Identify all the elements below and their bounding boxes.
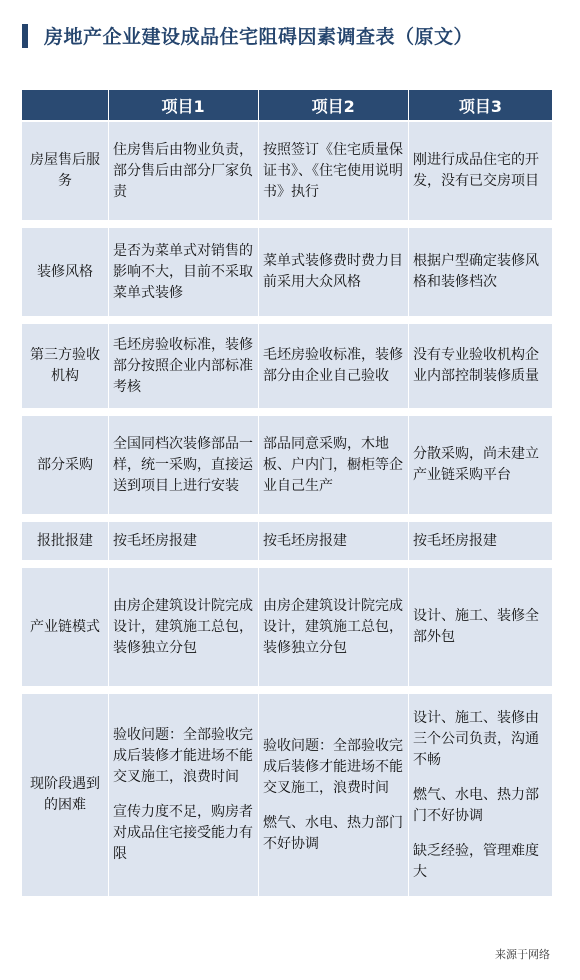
table-body [22,122,552,904]
header-project-1: 项目1 [108,90,258,120]
cell-text: 缺乏经验，管理难度大 [413,842,539,880]
cell-text: 部品同意采购，木地板、户内门，橱柜等企业自己生产 [263,435,403,494]
cell-text: 是否为菜单式对销售的影响不大，目前不采取菜单式装修 [113,242,253,301]
cell-text: 毛坯房验收标准，装修部分按照企业内部标准考核 [113,336,253,395]
table-row [22,324,552,416]
cell-text: 验收问题：全部验收完成后装修才能进场不能交叉施工，浪费时间 [113,727,253,785]
table-row [22,228,552,324]
cell-text: 燃气、水电、热力部门不好协调 [413,786,539,824]
row-label: 部分采购 [37,456,93,473]
table-cell-project-1 [108,694,258,896]
header-project-3: 项目3 [408,90,552,120]
table-cell-project-2 [258,568,408,686]
row-label: 现阶段遇到的困难 [30,776,100,813]
cell-text: 刚进行成品住宅的开发，没有已交房项目 [413,152,539,189]
table-cell-project-3 [408,522,552,560]
cell-text: 分散采购，尚未建立产业链采购平台 [413,446,539,483]
cell-text: 由房企建筑设计院完成设计，建筑施工总包，装修独立分包 [113,597,253,656]
table-cell-project-3 [408,416,552,514]
header-corner [22,90,108,120]
table-cell-project-2 [258,324,408,408]
table-cell-project-2 [258,522,408,560]
cell-text: 设计、施工、装修由三个公司负责，沟通不畅 [413,709,539,768]
table-cell-project-1 [108,122,258,220]
table-cell-project-2 [258,228,408,316]
table-cell-project-1 [108,522,258,560]
row-label: 装修风格 [37,263,93,280]
source-note: 来源于网络 [495,948,550,961]
row-label: 房屋售后服务 [30,152,100,189]
cell-text: 菜单式装修费时费力目前采用大众风格 [263,253,403,290]
table-cell-project-3 [408,228,552,316]
table-cell-project-3 [408,694,552,896]
table-cell-project-3 [408,324,552,408]
table-cell-project-3 [408,122,552,220]
cell-text: 按毛坯房报建 [113,532,197,549]
cell-text: 验收问题：全部验收完成后装修才能进场不能交叉施工，浪费时间 [263,737,403,796]
cell-text: 按毛坯房报建 [413,532,497,549]
table-row [22,122,552,228]
row-label: 第三方验收机构 [30,347,100,384]
table-cell-project-2 [258,694,408,896]
title-accent-bar [22,24,28,48]
table-cell-project-1 [108,416,258,514]
cell-text: 宣传力度不足，购房者对成品住宅接受能力有限 [113,804,253,862]
table-row [22,568,552,694]
table-cell-project-1 [108,228,258,316]
table-cell-project-2 [258,416,408,514]
cell-text: 没有专业验收机构企业内部控制装修质量 [413,347,539,384]
cell-text: 由房企建筑设计院完成设计，建筑施工总包，装修独立分包 [263,597,403,656]
table-header [22,90,552,122]
cell-text: 燃气、水电、热力部门不好协调 [263,814,403,852]
table-cell-project-2 [258,122,408,220]
cell-text: 设计、施工、装修全部外包 [413,608,539,645]
header-project-2: 项目2 [258,90,408,120]
row-label: 报批报建 [37,532,93,549]
cell-text: 毛坯房验收标准，装修部分由企业自己验收 [263,347,403,384]
table-cell-project-1 [108,568,258,686]
cell-text: 按毛坯房报建 [263,532,347,549]
cell-text: 根据户型确定装修风格和装修档次 [413,253,539,290]
row-label: 产业链模式 [30,618,100,635]
table-row [22,522,552,568]
table-row [22,416,552,522]
table-cell-project-3 [408,568,552,686]
table-row [22,694,552,904]
table-cell-project-1 [108,324,258,408]
cell-text: 按照签订《住宅质量保证书》、《住宅使用说明书》执行 [263,141,403,200]
cell-text: 全国同档次装修部品一样，统一采购，直接运送到项目上进行安装 [113,435,253,494]
page-title: 房地产企业建设成品住宅阻碍因素调查表（原文） [44,26,474,48]
cell-text: 住房售后由物业负责，部分售后由部分厂家负责 [113,141,253,200]
survey-table [22,90,552,904]
